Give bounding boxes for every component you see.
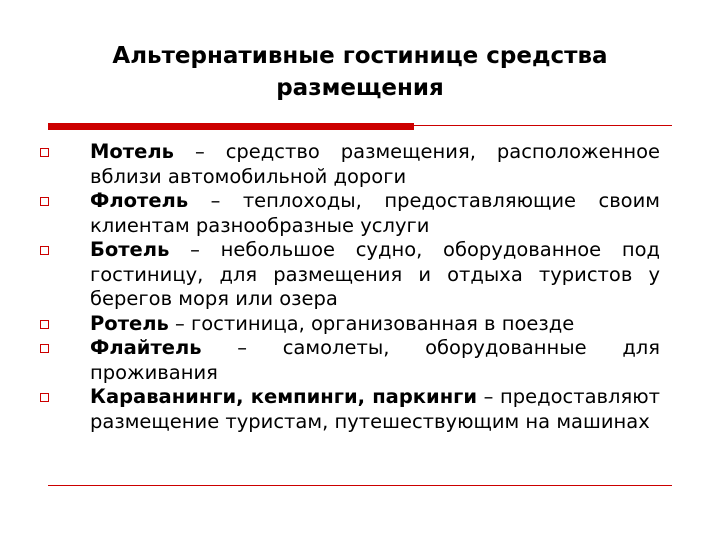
footer-divider: [48, 485, 672, 486]
term-label: Ботель: [90, 238, 170, 261]
square-bullet-icon: [40, 246, 49, 255]
term-definition: – предоставляют размещение туристам, путешествующим на машинах: [90, 385, 660, 433]
list-item-motel: [40, 140, 660, 189]
square-bullet-icon: [40, 393, 49, 402]
list-item-caravanning: [40, 385, 660, 434]
term-definition: – самолеты, оборудованные для проживания: [90, 336, 660, 384]
term-label: Флайтель: [90, 336, 202, 359]
list-item-flytel: [40, 336, 660, 385]
square-bullet-icon: [40, 320, 49, 329]
list-item-flotel: [40, 189, 660, 238]
term-definition: – теплоходы, предоставляющие своим клиентам разнообразные услуги: [90, 189, 660, 237]
term-label: Флотель: [90, 189, 189, 212]
bullet-list: [40, 140, 660, 434]
square-bullet-icon: [40, 197, 49, 206]
list-item-rotel: [40, 312, 660, 337]
square-bullet-icon: [40, 148, 49, 157]
slide-title: [60, 40, 660, 104]
slide-title-line-2: размещения: [276, 75, 444, 101]
square-bullet-icon: [40, 344, 49, 353]
slide-title-line-1: Альтернативные гостинице средства: [112, 43, 608, 69]
term-label: Мотель: [90, 140, 174, 163]
title-underline-thick: [48, 123, 414, 130]
list-item-botel: [40, 238, 660, 312]
term-definition: – небольшое судно, оборудованное под гостиницу, для размещения и отдыха туристов у берегов моря или озера: [90, 238, 660, 310]
term-label: Караванинги, кемпинги, паркинги: [90, 385, 478, 408]
term-definition: – средство размещения, расположенное вблизи автомобильной дороги: [90, 140, 660, 188]
title-underline-thin: [414, 125, 672, 126]
term-label: Ротель: [90, 311, 169, 335]
term-definition: – гостиница, организованная в поезде: [168, 311, 575, 335]
